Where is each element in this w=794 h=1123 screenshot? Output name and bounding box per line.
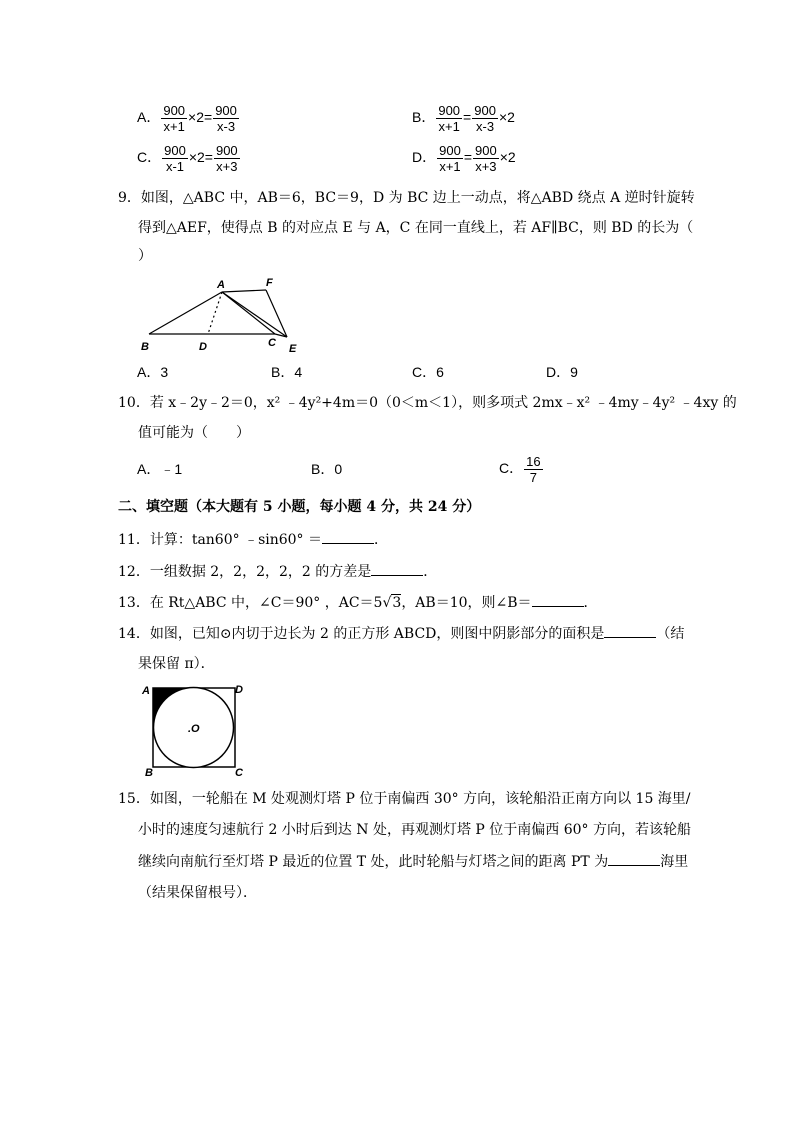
q9-line-3: ）: [138, 248, 152, 264]
label-d: D: [235, 684, 243, 696]
segment-ab: [149, 292, 222, 334]
numerator: 900: [474, 103, 496, 118]
q13: [118, 592, 598, 613]
q15-line-2: 小时的速度匀速航行 2 小时后到达 N 处，再观测灯塔 P 位于南偏西 60° 方向，若该轮船: [138, 822, 691, 838]
label-a: A: [142, 685, 150, 697]
sqrt-radicand: 3: [392, 595, 402, 611]
denominator: x+3: [475, 159, 497, 174]
q8-option-c: [137, 143, 241, 174]
q9-line-2: 得到△AEF，使得点 B 的对应点 E 与 A，C 在同一直线上，若 AF∥BC，则 BD 的长为（: [138, 220, 694, 236]
numerator: 900: [164, 143, 186, 158]
option-label: B．: [412, 109, 436, 126]
operator: =: [463, 109, 472, 126]
q10-option-a: A．﹣1: [137, 461, 183, 477]
operator: =: [463, 149, 473, 166]
q9-line-1: 9．如图，△ABC 中，AB＝6，BC＝9，D 为 BC 边上一动点，将△ABD 绕点 A 逆时针旋转: [118, 190, 695, 206]
numerator: 900: [439, 143, 461, 158]
denominator: x+1: [163, 119, 185, 134]
numerator: 16: [526, 454, 541, 469]
fraction: [213, 103, 239, 134]
operator: ×2=: [188, 149, 213, 166]
numerator: 900: [215, 143, 238, 158]
q15-line-3-text: 继续向南航行至灯塔 P 最近的位置 T 处，此时轮船与灯塔之间的距离 PT 为: [138, 854, 609, 870]
q15-line-1: 15．如图，一轮船在 M 处观测灯塔 P 位于南偏西 30° 方向，该轮船沿正南方向以 15 海里/: [118, 791, 691, 807]
q12-end: ．: [423, 564, 438, 580]
denominator: x+1: [438, 119, 460, 134]
q14-square-circle-figure: [138, 680, 253, 780]
q13-pre: 13．在 Rt△ABC 中，∠C＝90° ，AC＝5: [118, 595, 383, 611]
numerator: 900: [215, 103, 237, 118]
fraction: [436, 103, 462, 134]
answer-blank: [371, 561, 423, 576]
fraction: [162, 143, 188, 174]
label-c: C: [235, 767, 243, 779]
operator: ×2=: [188, 109, 213, 126]
q14-line-1-end: （结: [656, 626, 685, 642]
label-e: E: [289, 343, 297, 355]
q14-line-2: 果保留 π）．: [138, 656, 215, 672]
numerator: 900: [163, 103, 186, 118]
q15-line-4: （结果保留根号）．: [138, 885, 257, 901]
q12-text: 12．一组数据 2，2，2，2，2 的方差是: [118, 564, 372, 580]
q10-option-b: B．0: [311, 461, 343, 477]
label-b: B: [145, 767, 153, 779]
answer-blank: [608, 851, 660, 866]
option-label: C．: [137, 149, 162, 166]
operator: ×2: [499, 149, 516, 166]
denominator: x+1: [439, 159, 461, 174]
q11: [118, 529, 388, 550]
fraction: [437, 143, 463, 174]
label-d: D: [199, 341, 207, 353]
denominator: 7: [529, 470, 537, 485]
q9-triangle-figure: [135, 272, 310, 356]
label-a: A: [217, 279, 225, 291]
q10-option-c: [499, 454, 544, 485]
label-b: B: [141, 341, 149, 353]
segment-ac: [222, 292, 275, 334]
fraction: [472, 103, 498, 134]
answer-blank: [532, 592, 584, 607]
q11-end: ．: [374, 532, 389, 548]
q8-option-b: [412, 103, 515, 134]
option-label: C．: [499, 460, 524, 477]
q9-option-c: C．6: [412, 364, 444, 380]
fraction: [161, 103, 187, 134]
answer-blank: [604, 623, 656, 638]
q10-line-1: 10．若 x﹣2y﹣2＝0，x² ﹣4y²+4m＝0（0＜m＜1），则多项式 2mx﹣x² ﹣4my﹣4y² ﹣4xy 的: [118, 395, 737, 411]
q10-line-2: 值可能为（ ）: [138, 425, 250, 441]
option-label: A．: [137, 109, 161, 126]
q8-option-a: [137, 103, 240, 134]
sqrt-sign: √: [382, 595, 392, 611]
q8-option-d: [412, 143, 516, 174]
q9-option-a: A．3: [137, 364, 169, 380]
q11-text: 11．计算：tan60° ﹣sin60° ＝: [118, 532, 323, 548]
answer-blank: [322, 529, 374, 544]
q9-option-d: D．9: [546, 364, 578, 380]
q14-line-1: [118, 623, 684, 644]
label-c: C: [268, 337, 276, 349]
fraction: [214, 143, 240, 174]
segment-af: [222, 290, 266, 292]
q14-line-1-text: 14．如图，已知⊙内切于边长为 2 的正方形 ABCD，则图中阴影部分的面积是: [118, 626, 605, 642]
label-o: .O: [188, 723, 200, 735]
q13-end: ．: [583, 595, 598, 611]
numerator: 900: [475, 143, 497, 158]
denominator: x-3: [476, 119, 495, 134]
numerator: 900: [438, 103, 461, 118]
q15-line-3: [138, 851, 688, 872]
option-label: D．: [412, 149, 437, 166]
operator: ×2: [498, 109, 515, 126]
fraction: [524, 454, 542, 485]
section-2-title: 二、填空题（本大题有 5 小题，每小题 4 分，共 24 分）: [118, 499, 481, 515]
q15-line-3-end: 海里: [660, 854, 689, 870]
fraction: [473, 143, 499, 174]
denominator: x+3: [216, 159, 238, 174]
q9-option-b: B．4: [271, 364, 303, 380]
denominator: x-3: [217, 119, 236, 134]
denominator: x-1: [165, 159, 184, 174]
q13-post: ，AB＝10，则∠B＝: [401, 595, 532, 611]
q12: [118, 561, 437, 582]
label-f: F: [266, 277, 273, 289]
